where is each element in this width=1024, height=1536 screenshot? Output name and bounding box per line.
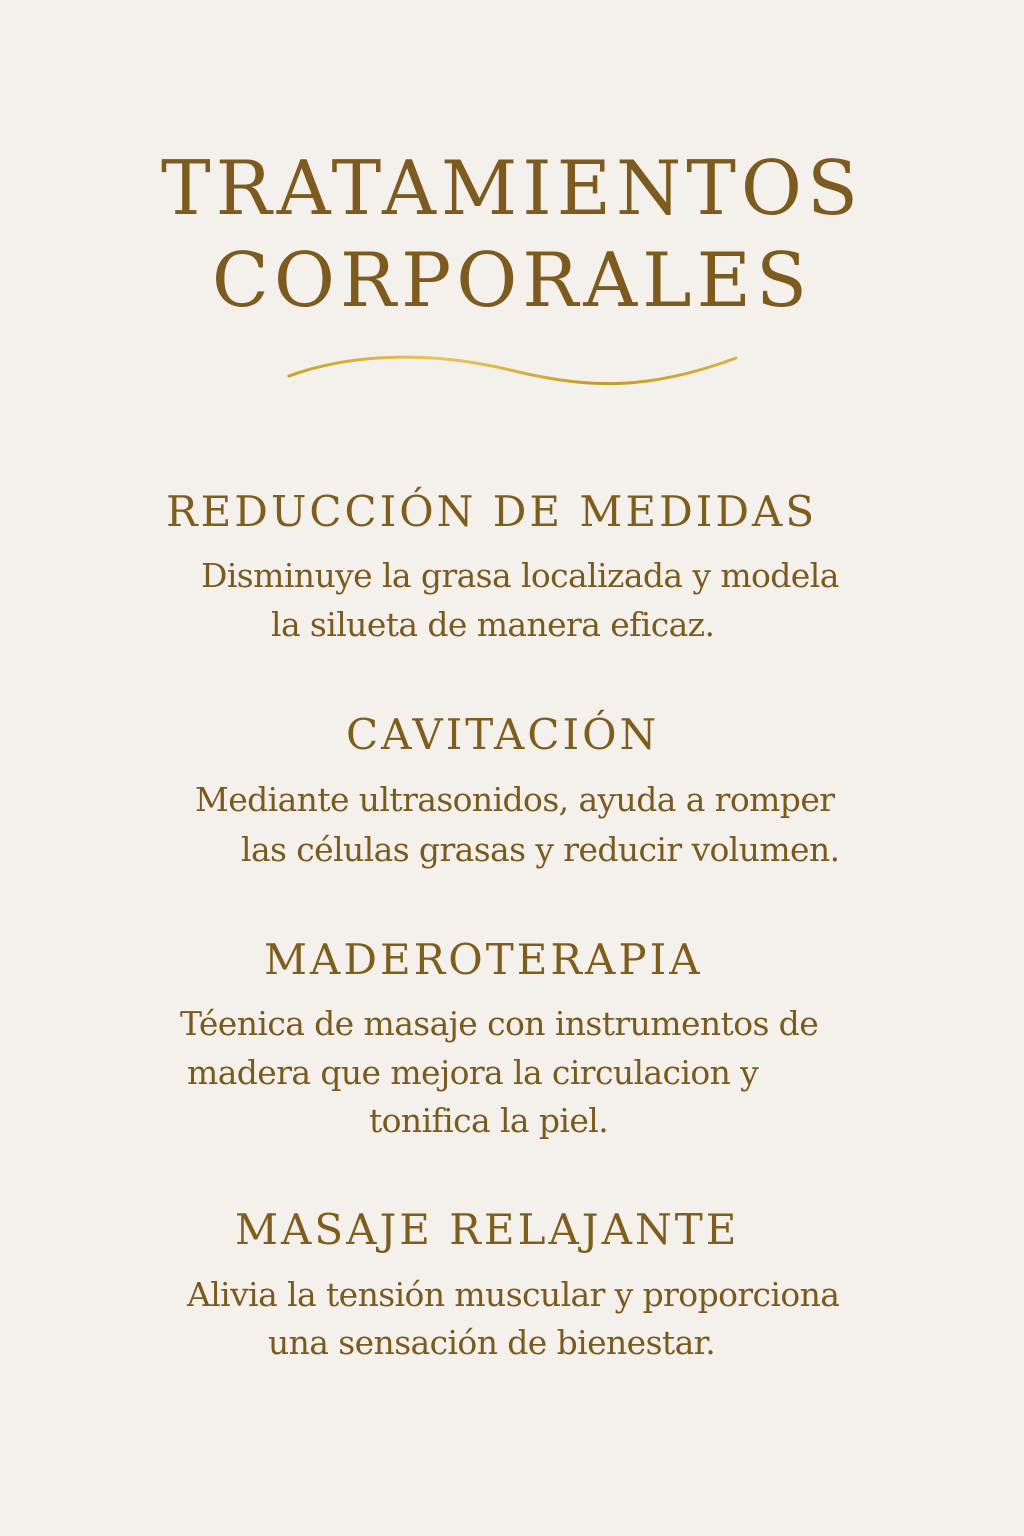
- treatment-desc-reduccion-line-2: la silueta de manera eficaz.: [271, 605, 715, 644]
- wave-divider: [285, 348, 740, 396]
- treatment-desc-masaje-line-2: una sensación de bienestar.: [268, 1323, 716, 1362]
- treatment-desc-cavitacion-line-2: las células grasas y reducir volumen.: [241, 830, 840, 869]
- treatment-heading-reduccion: REDUCCIÓN DE MEDIDAS: [166, 487, 818, 536]
- page-title-line-1: TRATAMIENTOS: [160, 145, 864, 232]
- treatment-desc-maderoterapia-line-1: Téenica de masaje con instrumentos de: [180, 1004, 819, 1043]
- treatment-desc-reduccion-line-1: Disminuye la grasa localizada y modela: [201, 556, 839, 595]
- treatment-desc-cavitacion-line-1: Mediante ultrasonidos, ayuda a romper: [195, 780, 835, 819]
- treatment-heading-cavitacion: CAVITACIÓN: [346, 710, 660, 759]
- treatment-desc-maderoterapia-line-3: tonifica la piel.: [369, 1101, 609, 1140]
- treatment-heading-masaje: MASAJE RELAJANTE: [235, 1205, 740, 1254]
- page-title-line-2: CORPORALES: [211, 237, 813, 324]
- treatment-heading-maderoterapia: MADEROTERAPIA: [264, 935, 703, 984]
- treatment-desc-masaje-line-1: Alivia la tensión muscular y proporciona: [187, 1275, 840, 1314]
- treatment-desc-maderoterapia-line-2: madera que mejora la circulacion y: [187, 1053, 759, 1092]
